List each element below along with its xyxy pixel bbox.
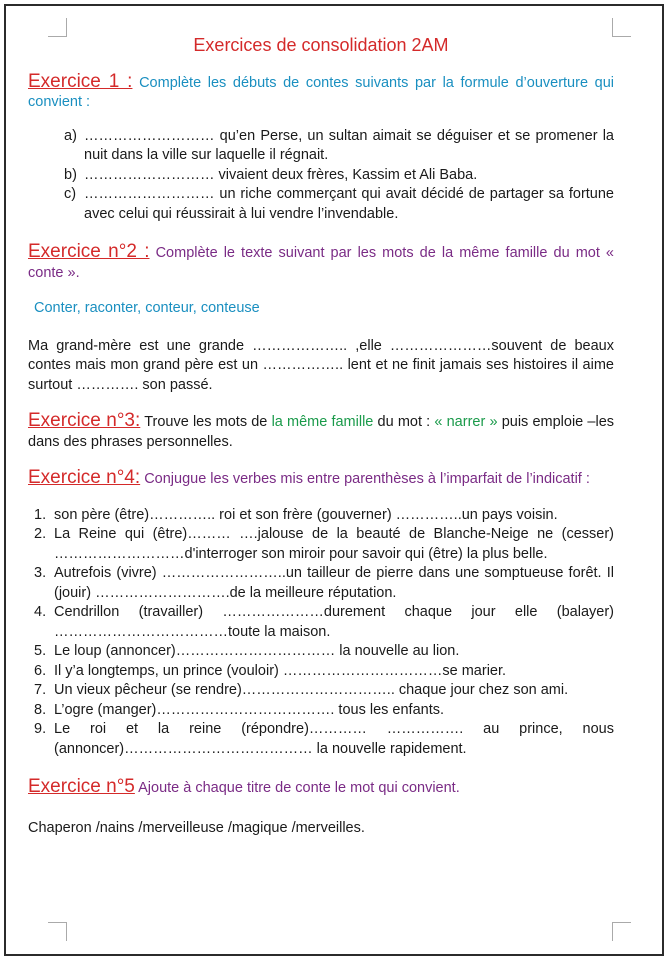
item-number: 8.: [34, 701, 47, 718]
item-text: ……………………… qu’en Perse, un sultan aimait se déguiser et se promener la nuit dans la ville sur laquelle il régnait.: [84, 127, 614, 163]
item-text: Il y’a longtemps, un prince (vouloir) ……………………………se marier.: [54, 662, 507, 679]
list-item: [28, 166, 614, 186]
item-text: Un vieux pêcheur (se rendre)………………………….. chaque jour chez son ami.: [54, 682, 569, 698]
exercise-3-instruction-highlight: la même famille: [271, 414, 374, 430]
item-text: ……………………… vivaient deux frères, Kassim et Ali Baba.: [84, 166, 478, 183]
item-label: a): [64, 127, 77, 144]
list-item: [28, 564, 614, 603]
page-title: Exercices de consolidation 2AM: [193, 35, 449, 55]
exercise-5-instruction: Ajoute à chaque titre de conte le mot qui convient.: [138, 780, 460, 796]
item-text: L’ogre (manger)………………………………. tous les enfants.: [54, 701, 445, 718]
item-text: Cendrillon (travailler) …………………durement chaque jour elle (balayer) ………………………………toute la maison.: [54, 604, 614, 640]
worksheet-content: [28, 36, 614, 838]
list-item: [28, 603, 614, 642]
list-item: [28, 525, 614, 564]
exercise-4-heading: Exercice n°4:: [28, 467, 141, 488]
item-number: 4.: [34, 604, 47, 620]
list-item: [28, 720, 614, 759]
worksheet-page: [4, 4, 664, 956]
item-number: 7.: [34, 682, 47, 698]
list-item: [28, 127, 614, 166]
exercise-2-word-list: Conter, raconter, conteur, conteuse: [34, 300, 260, 316]
exercise-4-list: [28, 506, 614, 760]
exercise-1: [28, 72, 614, 225]
exercise-3-instruction-part1: Trouve les mots de: [144, 414, 268, 430]
exercise-2-text: Ma grand-mère est une grande ……………….. ,elle …………………souvent de beaux contes mais mon grand père est un …………….. lent et ne finit jamais ses histoires il aime surtout …………. son passé.: [28, 337, 614, 393]
item-label: c): [64, 186, 77, 202]
item-number: 9.: [34, 721, 47, 737]
item-number: 5.: [34, 643, 47, 659]
item-text: ……………………… un riche commerçant qui avait décidé de partager sa fortune avec celui qui réussirait à lui vendre l’invendable.: [84, 186, 614, 222]
exercise-3-header: [28, 411, 614, 452]
exercise-2-heading: Exercice n°2 :: [28, 241, 150, 262]
exercise-5: [28, 777, 614, 838]
exercise-3-heading: Exercice n°3:: [28, 410, 141, 431]
exercise-1-header: [28, 72, 614, 113]
exercise-3-instruction-part2: du mot :: [377, 414, 431, 430]
exercise-1-list: [28, 127, 614, 225]
exercise-5-word-list: Chaperon /nains /merveilleuse /magique /merveilles.: [28, 819, 365, 836]
list-item: [28, 662, 614, 682]
exercise-4: [28, 468, 614, 759]
list-item: [28, 681, 614, 701]
crop-mark-top-left: [48, 18, 67, 37]
item-number: 3.: [34, 565, 47, 581]
exercise-4-instruction: Conjugue les verbes mis entre parenthèses à l’imparfait de l’indicatif :: [144, 471, 590, 487]
item-text: Le loup (annoncer)…………………………… la nouvelle au lion.: [54, 643, 460, 659]
crop-mark-top-right: [612, 18, 631, 37]
item-label: b): [64, 166, 77, 183]
list-item: [28, 506, 614, 526]
exercise-1-heading: Exercice 1 :: [28, 70, 133, 92]
item-text: La Reine qui (être)……… ….jalouse de la beauté de Blanche-Neige ne (cesser) ………………………d'interroger son miroir pour savoir qui (être) la plus belle.: [54, 526, 614, 562]
list-item: [28, 701, 614, 721]
crop-mark-bottom-right: [612, 922, 631, 941]
exercise-5-header: [28, 777, 614, 799]
item-text: Autrefois (vivre) ……………………..un tailleur de pierre dans une somptueuse forêt. Il (jouir) ……………………….de la meilleure réputation.: [54, 565, 614, 601]
item-number: 6.: [34, 662, 47, 679]
item-number: 2.: [34, 526, 47, 542]
exercise-1-instruction: Complète les débuts de contes suivants par la formule d’ouverture qui convient :: [28, 74, 614, 110]
exercise-2: [28, 242, 614, 395]
exercise-3-target-word: « narrer »: [434, 414, 498, 430]
list-item: [28, 185, 614, 224]
exercise-2-instruction: Complète le texte suivant par les mots de la même famille du mot « conte ».: [28, 245, 614, 281]
exercise-3-instruction-part3: puis emploie –les dans des phrases personnelles.: [28, 414, 615, 450]
crop-mark-bottom-left: [48, 922, 67, 941]
list-item: [28, 642, 614, 662]
exercise-3: [28, 411, 614, 452]
item-text: Le roi et la reine (répondre)………… ……………. au prince, nous (annoncer)………………………………… la nouvelle rapidement.: [54, 721, 614, 757]
item-text: son père (être)………….. roi et son frère (gouverner) …………..un pays voisin.: [54, 506, 558, 523]
exercise-2-header: [28, 242, 614, 283]
exercise-4-header: [28, 468, 614, 490]
item-number: 1.: [34, 506, 47, 523]
exercise-5-heading: Exercice n°5: [28, 776, 135, 797]
